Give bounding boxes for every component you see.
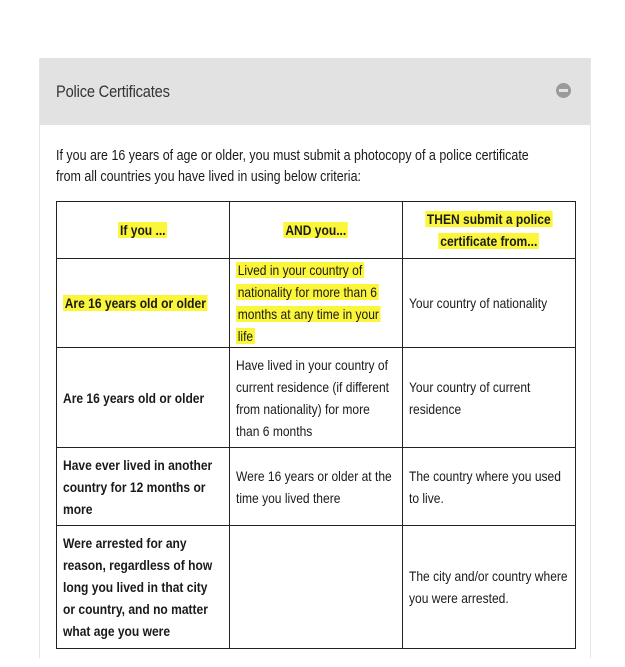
row2-then: Your country of current residence xyxy=(409,378,531,417)
intro-text: If you are 16 years of age or older, you must submit a photocopy of a police certificate from all countries you have lived in using below criteria: xyxy=(56,148,529,185)
row2-if: Are 16 years old or older xyxy=(63,389,205,406)
table-row xyxy=(57,348,576,448)
panel-title: Police Certificates xyxy=(56,82,170,101)
row3-and: Were 16 years or older at the time you lived there xyxy=(236,467,392,506)
row3-if-cell xyxy=(57,448,230,526)
row4-if-cell xyxy=(57,526,230,649)
row2-and: Have lived in your country of current residence (if different from nationality) for more than 6 months xyxy=(236,356,390,439)
header-and-you: AND you... xyxy=(285,222,347,238)
minus-circle-icon[interactable] xyxy=(556,83,571,98)
row3-if: Have ever lived in another country for 12 months or more xyxy=(63,456,213,517)
row4-if: Were arrested for any reason, regardless of how long you lived in that city or country, and no matter what age you were xyxy=(63,535,213,639)
row2-and-cell xyxy=(230,348,403,448)
police-certificates-panel xyxy=(39,58,591,658)
header-cell-if-you xyxy=(57,202,230,259)
criteria-table xyxy=(56,201,576,649)
row3-then-cell xyxy=(403,448,576,526)
row2-then-cell xyxy=(403,348,576,448)
table-header-row xyxy=(57,202,576,259)
table-row xyxy=(57,526,576,649)
row1-if: Are 16 years old or older xyxy=(64,295,206,311)
row2-if-cell xyxy=(57,348,230,448)
row1-then: Your country of nationality xyxy=(409,295,548,311)
header-then-submit: THEN submit a police certificate from... xyxy=(427,211,551,249)
row1-then-cell xyxy=(403,259,576,348)
row1-and-cell xyxy=(230,259,403,348)
minus-bar xyxy=(559,89,568,92)
header-if-you: If you ... xyxy=(120,222,166,238)
row3-and-cell xyxy=(230,448,403,526)
table-row xyxy=(57,259,576,348)
row4-then: The city and/or country where you were arrested. xyxy=(409,568,568,606)
row4-and-cell xyxy=(230,526,403,649)
table-row xyxy=(57,448,576,526)
header-cell-and-you xyxy=(230,202,403,259)
row3-then: The country where you used to live. xyxy=(409,467,561,506)
header-cell-then-submit xyxy=(403,202,576,259)
row1-if-cell xyxy=(57,259,230,348)
panel-header[interactable] xyxy=(40,58,590,125)
row4-then-cell xyxy=(403,526,576,649)
row1-and: Lived in your country of nationality for more than 6 months at any time in your life xyxy=(237,262,379,344)
